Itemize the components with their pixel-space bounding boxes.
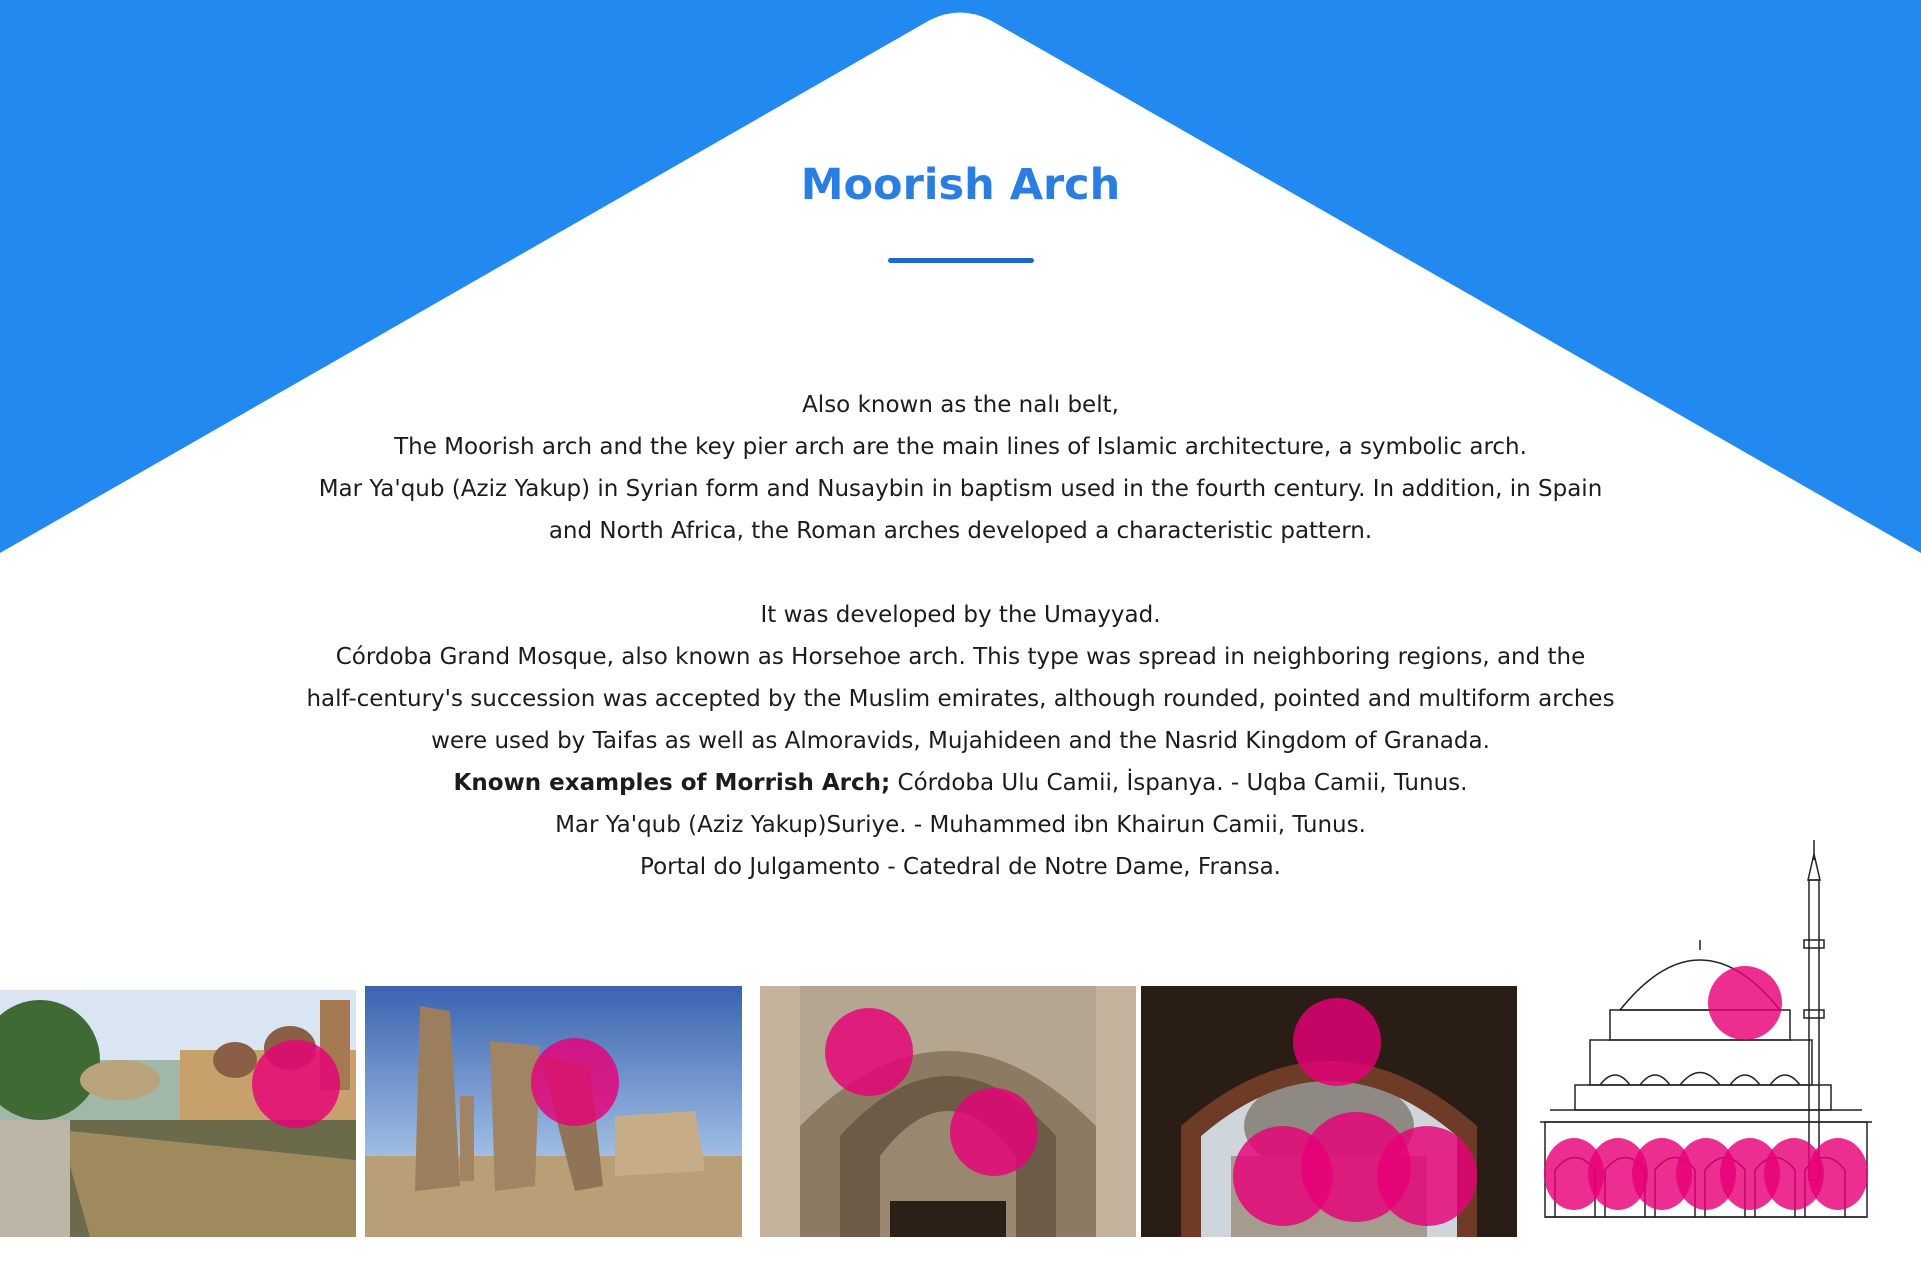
cathedral-portal-photo bbox=[760, 986, 1136, 1237]
arch-highlight bbox=[950, 1088, 1038, 1176]
examples-line: Mar Ya'qub (Aziz Yakup)Suriye. - Muhammed ibn Khairun Camii, Tunus. bbox=[555, 812, 1366, 838]
pool-with-arcade-photo bbox=[0, 990, 356, 1237]
description-line: Mar Ya'qub (Aziz Yakup) in Syrian form and Nusaybin in baptism used in the fourth century. In addition, in Spain bbox=[318, 476, 1603, 502]
paragraph-gap bbox=[270, 552, 1651, 594]
mosque-line-drawing bbox=[1530, 840, 1882, 1230]
dome-highlight bbox=[1708, 966, 1782, 1040]
mosque-courtyard-arch-photo bbox=[1141, 986, 1517, 1237]
description-line: and North Africa, the Roman arches developed a characteristic pattern. bbox=[548, 518, 1373, 544]
arch-highlight bbox=[1293, 998, 1381, 1086]
examples-line bbox=[270, 762, 1651, 804]
description-line: Also known as the nalı belt, bbox=[802, 392, 1119, 418]
arch-highlight bbox=[1377, 1126, 1477, 1226]
arch-highlight bbox=[252, 1040, 340, 1128]
title-underline bbox=[888, 258, 1034, 263]
arch-highlight bbox=[1808, 1138, 1868, 1210]
examples-line: Portal do Julgamento - Catedral de Notre Dame, Fransa. bbox=[640, 854, 1281, 880]
arch-highlight bbox=[825, 1008, 913, 1096]
description-line: half-century's succession was accepted by the Muslim emirates, although rounded, pointed and multiform arches bbox=[306, 686, 1615, 712]
description-line: The Moorish arch and the key pier arch are the main lines of Islamic architecture, a symbolic arch. bbox=[394, 434, 1527, 460]
examples-text: Córdoba Ulu Camii, İspanya. - Uqba Camii, Tunus. bbox=[890, 770, 1468, 796]
description-line: Córdoba Grand Mosque, also known as Horsehoe arch. This type was spread in neighboring regions, and the bbox=[335, 644, 1586, 670]
examples-label: Known examples of Morrish Arch; bbox=[453, 770, 891, 796]
description-line: were used by Taifas as well as Almoravids, Mujahideen and the Nasrid Kingdom of Granada. bbox=[431, 728, 1490, 754]
page-title: Moorish Arch bbox=[800, 160, 1121, 210]
arch-highlight bbox=[531, 1038, 619, 1126]
description-line: It was developed by the Umayyad. bbox=[760, 602, 1161, 628]
ruined-arch-photo bbox=[365, 986, 742, 1237]
description-text bbox=[270, 384, 1651, 888]
